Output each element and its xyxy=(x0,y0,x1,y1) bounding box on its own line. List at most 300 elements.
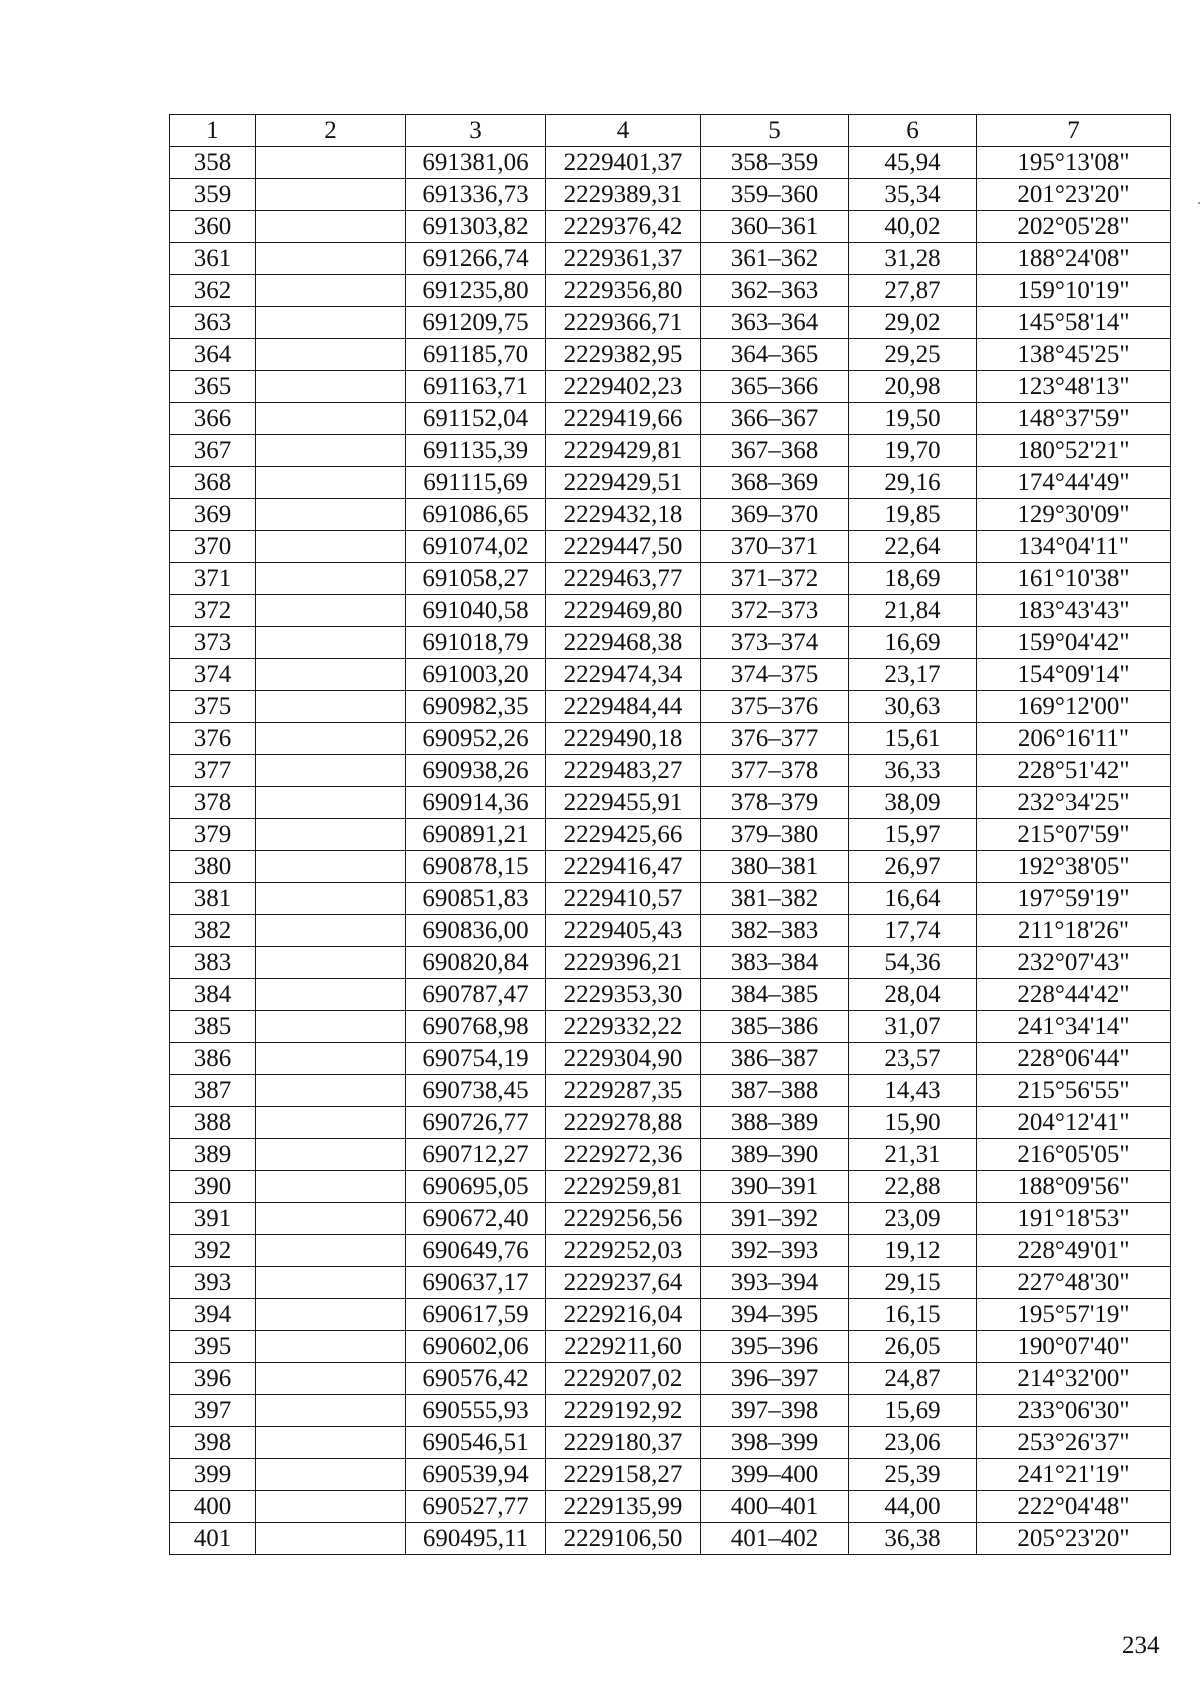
table-row xyxy=(170,1427,1171,1459)
cell-segment: 400–401 xyxy=(701,1491,849,1523)
cell-bearing: 195°13'08" xyxy=(977,147,1171,179)
cell-distance: 19,50 xyxy=(849,403,977,435)
cell-coordinate-x: 691303,82 xyxy=(406,211,546,243)
table-row xyxy=(170,1523,1171,1555)
cell-note xyxy=(256,755,406,787)
cell-point-number: 401 xyxy=(170,1523,256,1555)
cell-bearing: 129°30'09" xyxy=(977,499,1171,531)
cell-note xyxy=(256,1363,406,1395)
table-row xyxy=(170,1395,1171,1427)
table-row xyxy=(170,403,1171,435)
cell-distance: 24,87 xyxy=(849,1363,977,1395)
cell-note xyxy=(256,723,406,755)
cell-coordinate-x: 690938,26 xyxy=(406,755,546,787)
cell-coordinate-y: 2229463,77 xyxy=(546,563,701,595)
cell-distance: 19,70 xyxy=(849,435,977,467)
cell-coordinate-y: 2229192,92 xyxy=(546,1395,701,1427)
table-row xyxy=(170,1203,1171,1235)
cell-coordinate-y: 2229353,30 xyxy=(546,979,701,1011)
cell-point-number: 362 xyxy=(170,275,256,307)
cell-distance: 21,31 xyxy=(849,1139,977,1171)
cell-point-number: 385 xyxy=(170,1011,256,1043)
cell-bearing: 214°32'00" xyxy=(977,1363,1171,1395)
cell-distance: 23,09 xyxy=(849,1203,977,1235)
cell-segment: 395–396 xyxy=(701,1331,849,1363)
cell-bearing: 145°58'14" xyxy=(977,307,1171,339)
cell-distance: 23,57 xyxy=(849,1043,977,1075)
cell-distance: 26,05 xyxy=(849,1331,977,1363)
cell-note xyxy=(256,563,406,595)
cell-coordinate-y: 2229425,66 xyxy=(546,819,701,851)
cell-note xyxy=(256,1075,406,1107)
cell-coordinate-x: 690952,26 xyxy=(406,723,546,755)
cell-bearing: 228°51'42" xyxy=(977,755,1171,787)
cell-point-number: 380 xyxy=(170,851,256,883)
cell-segment: 367–368 xyxy=(701,435,849,467)
cell-point-number: 383 xyxy=(170,947,256,979)
table-row xyxy=(170,787,1171,819)
cell-segment: 358–359 xyxy=(701,147,849,179)
cell-distance: 54,36 xyxy=(849,947,977,979)
cell-note xyxy=(256,787,406,819)
cell-bearing: 190°07'40" xyxy=(977,1331,1171,1363)
cell-segment: 390–391 xyxy=(701,1171,849,1203)
column-header-5: 5 xyxy=(701,115,849,147)
cell-point-number: 363 xyxy=(170,307,256,339)
cell-note xyxy=(256,499,406,531)
cell-coordinate-y: 2229405,43 xyxy=(546,915,701,947)
cell-coordinate-y: 2229429,81 xyxy=(546,435,701,467)
table-row xyxy=(170,627,1171,659)
cell-bearing: 227°48'30" xyxy=(977,1267,1171,1299)
cell-distance: 27,87 xyxy=(849,275,977,307)
column-header-2: 2 xyxy=(256,115,406,147)
cell-bearing: 192°38'05" xyxy=(977,851,1171,883)
cell-coordinate-x: 690637,17 xyxy=(406,1267,546,1299)
cell-coordinate-y: 2229447,50 xyxy=(546,531,701,563)
cell-coordinate-y: 2229429,51 xyxy=(546,467,701,499)
cell-point-number: 377 xyxy=(170,755,256,787)
cell-note xyxy=(256,435,406,467)
table-row xyxy=(170,851,1171,883)
cell-coordinate-y: 2229252,03 xyxy=(546,1235,701,1267)
cell-bearing: 228°06'44" xyxy=(977,1043,1171,1075)
cell-coordinate-x: 691209,75 xyxy=(406,307,546,339)
cell-distance: 18,69 xyxy=(849,563,977,595)
column-header-4: 4 xyxy=(546,115,701,147)
cell-bearing: 222°04'48" xyxy=(977,1491,1171,1523)
cell-distance: 44,00 xyxy=(849,1491,977,1523)
cell-coordinate-y: 2229469,80 xyxy=(546,595,701,627)
cell-point-number: 386 xyxy=(170,1043,256,1075)
cell-coordinate-y: 2229361,37 xyxy=(546,243,701,275)
column-header-6: 6 xyxy=(849,115,977,147)
cell-segment: 365–366 xyxy=(701,371,849,403)
cell-coordinate-x: 690495,11 xyxy=(406,1523,546,1555)
cell-bearing: 228°44'42" xyxy=(977,979,1171,1011)
cell-segment: 384–385 xyxy=(701,979,849,1011)
cell-coordinate-x: 690617,59 xyxy=(406,1299,546,1331)
cell-segment: 377–378 xyxy=(701,755,849,787)
cell-coordinate-x: 691381,06 xyxy=(406,147,546,179)
cell-coordinate-y: 2229455,91 xyxy=(546,787,701,819)
cell-note xyxy=(256,1331,406,1363)
cell-bearing: 154°09'14" xyxy=(977,659,1171,691)
cell-note xyxy=(256,211,406,243)
cell-coordinate-y: 2229416,47 xyxy=(546,851,701,883)
cell-coordinate-x: 691003,20 xyxy=(406,659,546,691)
cell-bearing: 191°18'53" xyxy=(977,1203,1171,1235)
page-number: 234 xyxy=(1122,1632,1160,1659)
table-row xyxy=(170,467,1171,499)
cell-bearing: 169°12'00" xyxy=(977,691,1171,723)
cell-note xyxy=(256,691,406,723)
cell-coordinate-x: 691040,58 xyxy=(406,595,546,627)
cell-bearing: 188°24'08" xyxy=(977,243,1171,275)
table-row xyxy=(170,371,1171,403)
table-row xyxy=(170,979,1171,1011)
table-row xyxy=(170,1363,1171,1395)
cell-bearing: 241°21'19" xyxy=(977,1459,1171,1491)
cell-segment: 385–386 xyxy=(701,1011,849,1043)
table-header-row xyxy=(170,115,1171,147)
table-row xyxy=(170,1235,1171,1267)
table-row xyxy=(170,691,1171,723)
table-row xyxy=(170,307,1171,339)
table-row xyxy=(170,1043,1171,1075)
cell-coordinate-x: 691336,73 xyxy=(406,179,546,211)
cell-coordinate-y: 2229490,18 xyxy=(546,723,701,755)
cell-distance: 22,88 xyxy=(849,1171,977,1203)
cell-distance: 16,15 xyxy=(849,1299,977,1331)
cell-note xyxy=(256,371,406,403)
cell-coordinate-x: 690787,47 xyxy=(406,979,546,1011)
cell-note xyxy=(256,307,406,339)
table-row xyxy=(170,595,1171,627)
cell-coordinate-x: 690576,42 xyxy=(406,1363,546,1395)
cell-coordinate-x: 691163,71 xyxy=(406,371,546,403)
cell-coordinate-x: 691086,65 xyxy=(406,499,546,531)
cell-distance: 15,61 xyxy=(849,723,977,755)
cell-coordinate-x: 690820,84 xyxy=(406,947,546,979)
table-row xyxy=(170,1075,1171,1107)
cell-bearing: 188°09'56" xyxy=(977,1171,1171,1203)
cell-coordinate-x: 691266,74 xyxy=(406,243,546,275)
cell-segment: 380–381 xyxy=(701,851,849,883)
cell-point-number: 391 xyxy=(170,1203,256,1235)
table-row xyxy=(170,499,1171,531)
cell-segment: 369–370 xyxy=(701,499,849,531)
cell-distance: 45,94 xyxy=(849,147,977,179)
cell-coordinate-x: 690712,27 xyxy=(406,1139,546,1171)
cell-distance: 26,97 xyxy=(849,851,977,883)
cell-distance: 23,17 xyxy=(849,659,977,691)
cell-distance: 16,64 xyxy=(849,883,977,915)
cell-coordinate-x: 690555,93 xyxy=(406,1395,546,1427)
cell-bearing: 215°07'59" xyxy=(977,819,1171,851)
cell-segment: 401–402 xyxy=(701,1523,849,1555)
cell-distance: 23,06 xyxy=(849,1427,977,1459)
cell-coordinate-y: 2229432,18 xyxy=(546,499,701,531)
table-row xyxy=(170,1459,1171,1491)
cell-point-number: 387 xyxy=(170,1075,256,1107)
cell-point-number: 369 xyxy=(170,499,256,531)
cell-point-number: 367 xyxy=(170,435,256,467)
cell-segment: 373–374 xyxy=(701,627,849,659)
cell-note xyxy=(256,1299,406,1331)
cell-bearing: 123°48'13" xyxy=(977,371,1171,403)
table-row xyxy=(170,819,1171,851)
cell-coordinate-x: 690891,21 xyxy=(406,819,546,851)
cell-segment: 370–371 xyxy=(701,531,849,563)
cell-distance: 19,85 xyxy=(849,499,977,531)
cell-coordinate-x: 690602,06 xyxy=(406,1331,546,1363)
cell-coordinate-y: 2229401,37 xyxy=(546,147,701,179)
cell-segment: 368–369 xyxy=(701,467,849,499)
cell-coordinate-y: 2229474,34 xyxy=(546,659,701,691)
cell-coordinate-x: 691018,79 xyxy=(406,627,546,659)
cell-note xyxy=(256,403,406,435)
cell-note xyxy=(256,1171,406,1203)
cell-segment: 362–363 xyxy=(701,275,849,307)
cell-point-number: 388 xyxy=(170,1107,256,1139)
cell-distance: 36,33 xyxy=(849,755,977,787)
table-row xyxy=(170,1299,1171,1331)
cell-bearing: 211°18'26" xyxy=(977,915,1171,947)
cell-note xyxy=(256,659,406,691)
cell-segment: 383–384 xyxy=(701,947,849,979)
cell-note xyxy=(256,883,406,915)
cell-note xyxy=(256,147,406,179)
cell-bearing: 201°23'20" xyxy=(977,179,1171,211)
cell-bearing: 180°52'21" xyxy=(977,435,1171,467)
cell-point-number: 382 xyxy=(170,915,256,947)
cell-coordinate-x: 691058,27 xyxy=(406,563,546,595)
cell-coordinate-x: 690649,76 xyxy=(406,1235,546,1267)
cell-point-number: 390 xyxy=(170,1171,256,1203)
cell-distance: 35,34 xyxy=(849,179,977,211)
cell-segment: 372–373 xyxy=(701,595,849,627)
cell-coordinate-y: 2229106,50 xyxy=(546,1523,701,1555)
cell-note xyxy=(256,179,406,211)
cell-bearing: 216°05'05" xyxy=(977,1139,1171,1171)
cell-coordinate-y: 2229396,21 xyxy=(546,947,701,979)
cell-coordinate-x: 691115,69 xyxy=(406,467,546,499)
cell-point-number: 364 xyxy=(170,339,256,371)
cell-coordinate-y: 2229256,56 xyxy=(546,1203,701,1235)
cell-bearing: 183°43'43" xyxy=(977,595,1171,627)
cell-coordinate-y: 2229356,80 xyxy=(546,275,701,307)
cell-point-number: 378 xyxy=(170,787,256,819)
cell-bearing: 241°34'14" xyxy=(977,1011,1171,1043)
cell-bearing: 134°04'11" xyxy=(977,531,1171,563)
cell-coordinate-y: 2229211,60 xyxy=(546,1331,701,1363)
cell-coordinate-x: 690539,94 xyxy=(406,1459,546,1491)
cell-distance: 15,69 xyxy=(849,1395,977,1427)
cell-coordinate-x: 690768,98 xyxy=(406,1011,546,1043)
cell-note xyxy=(256,275,406,307)
cell-distance: 30,63 xyxy=(849,691,977,723)
cell-coordinate-y: 2229389,31 xyxy=(546,179,701,211)
cell-bearing: 233°06'30" xyxy=(977,1395,1171,1427)
cell-segment: 379–380 xyxy=(701,819,849,851)
column-header-3: 3 xyxy=(406,115,546,147)
cell-bearing: 232°34'25" xyxy=(977,787,1171,819)
cell-distance: 20,98 xyxy=(849,371,977,403)
table-row xyxy=(170,1331,1171,1363)
cell-segment: 360–361 xyxy=(701,211,849,243)
cell-note xyxy=(256,339,406,371)
cell-coordinate-x: 690738,45 xyxy=(406,1075,546,1107)
cell-segment: 361–362 xyxy=(701,243,849,275)
cell-point-number: 365 xyxy=(170,371,256,403)
cell-coordinate-x: 691185,70 xyxy=(406,339,546,371)
cell-note xyxy=(256,1523,406,1555)
cell-coordinate-x: 690672,40 xyxy=(406,1203,546,1235)
cell-coordinate-x: 691074,02 xyxy=(406,531,546,563)
cell-note xyxy=(256,627,406,659)
cell-segment: 382–383 xyxy=(701,915,849,947)
table-row xyxy=(170,1139,1171,1171)
cell-coordinate-x: 690878,15 xyxy=(406,851,546,883)
cell-point-number: 373 xyxy=(170,627,256,659)
table-row xyxy=(170,275,1171,307)
table-row xyxy=(170,435,1171,467)
cell-coordinate-y: 2229366,71 xyxy=(546,307,701,339)
cell-distance: 15,97 xyxy=(849,819,977,851)
cell-note xyxy=(256,1235,406,1267)
cell-bearing: 148°37'59" xyxy=(977,403,1171,435)
cell-note xyxy=(256,1043,406,1075)
cell-point-number: 394 xyxy=(170,1299,256,1331)
cell-bearing: 159°04'42" xyxy=(977,627,1171,659)
cell-segment: 381–382 xyxy=(701,883,849,915)
cell-note xyxy=(256,1491,406,1523)
cell-coordinate-x: 690726,77 xyxy=(406,1107,546,1139)
cell-note xyxy=(256,1427,406,1459)
cell-point-number: 366 xyxy=(170,403,256,435)
cell-coordinate-x: 691135,39 xyxy=(406,435,546,467)
cell-note xyxy=(256,467,406,499)
cell-point-number: 359 xyxy=(170,179,256,211)
cell-distance: 28,04 xyxy=(849,979,977,1011)
cell-coordinate-y: 2229402,23 xyxy=(546,371,701,403)
table-row xyxy=(170,947,1171,979)
cell-coordinate-x: 690546,51 xyxy=(406,1427,546,1459)
cell-point-number: 393 xyxy=(170,1267,256,1299)
cell-distance: 22,64 xyxy=(849,531,977,563)
cell-note xyxy=(256,915,406,947)
cell-point-number: 392 xyxy=(170,1235,256,1267)
table-row xyxy=(170,915,1171,947)
cell-segment: 364–365 xyxy=(701,339,849,371)
cell-bearing: 174°44'49" xyxy=(977,467,1171,499)
cell-bearing: 202°05'28" xyxy=(977,211,1171,243)
cell-bearing: 197°59'19" xyxy=(977,883,1171,915)
cell-coordinate-y: 2229419,66 xyxy=(546,403,701,435)
coordinates-table xyxy=(169,114,1171,1555)
cell-note xyxy=(256,1139,406,1171)
cell-point-number: 379 xyxy=(170,819,256,851)
cell-bearing: 228°49'01" xyxy=(977,1235,1171,1267)
cell-point-number: 384 xyxy=(170,979,256,1011)
cell-segment: 397–398 xyxy=(701,1395,849,1427)
cell-bearing: 253°26'37" xyxy=(977,1427,1171,1459)
cell-distance: 15,90 xyxy=(849,1107,977,1139)
cell-coordinate-y: 2229207,02 xyxy=(546,1363,701,1395)
cell-segment: 366–367 xyxy=(701,403,849,435)
cell-coordinate-y: 2229278,88 xyxy=(546,1107,701,1139)
column-header-7: 7 xyxy=(977,115,1171,147)
table-row xyxy=(170,531,1171,563)
cell-distance: 31,07 xyxy=(849,1011,977,1043)
cell-coordinate-x: 690754,19 xyxy=(406,1043,546,1075)
cell-point-number: 371 xyxy=(170,563,256,595)
cell-coordinate-x: 691152,04 xyxy=(406,403,546,435)
table-row xyxy=(170,723,1171,755)
cell-bearing: 159°10'19" xyxy=(977,275,1171,307)
cell-bearing: 161°10'38" xyxy=(977,563,1171,595)
cell-coordinate-y: 2229287,35 xyxy=(546,1075,701,1107)
cell-coordinate-y: 2229484,44 xyxy=(546,691,701,723)
cell-point-number: 360 xyxy=(170,211,256,243)
cell-coordinate-y: 2229304,90 xyxy=(546,1043,701,1075)
cell-point-number: 370 xyxy=(170,531,256,563)
cell-note xyxy=(256,531,406,563)
column-header-1: 1 xyxy=(170,115,256,147)
table-row xyxy=(170,339,1171,371)
cell-point-number: 374 xyxy=(170,659,256,691)
cell-coordinate-y: 2229272,36 xyxy=(546,1139,701,1171)
cell-distance: 29,16 xyxy=(849,467,977,499)
cell-coordinate-y: 2229410,57 xyxy=(546,883,701,915)
cell-distance: 17,74 xyxy=(849,915,977,947)
cell-bearing: 204°12'41" xyxy=(977,1107,1171,1139)
cell-note xyxy=(256,1395,406,1427)
cell-note xyxy=(256,1203,406,1235)
cell-note xyxy=(256,1011,406,1043)
cell-coordinate-y: 2229468,38 xyxy=(546,627,701,659)
cell-point-number: 389 xyxy=(170,1139,256,1171)
cell-segment: 396–397 xyxy=(701,1363,849,1395)
cell-note xyxy=(256,595,406,627)
cell-point-number: 397 xyxy=(170,1395,256,1427)
cell-coordinate-y: 2229382,95 xyxy=(546,339,701,371)
cell-distance: 29,25 xyxy=(849,339,977,371)
cell-note xyxy=(256,243,406,275)
cell-segment: 393–394 xyxy=(701,1267,849,1299)
cell-note xyxy=(256,1459,406,1491)
cell-distance: 14,43 xyxy=(849,1075,977,1107)
cell-note xyxy=(256,1267,406,1299)
cell-bearing: 138°45'25" xyxy=(977,339,1171,371)
cell-bearing: 215°56'55" xyxy=(977,1075,1171,1107)
table-row xyxy=(170,211,1171,243)
table-row xyxy=(170,563,1171,595)
table-row xyxy=(170,883,1171,915)
cell-point-number: 376 xyxy=(170,723,256,755)
cell-segment: 394–395 xyxy=(701,1299,849,1331)
table-row xyxy=(170,243,1171,275)
cell-segment: 391–392 xyxy=(701,1203,849,1235)
cell-coordinate-x: 690914,36 xyxy=(406,787,546,819)
table-row xyxy=(170,659,1171,691)
cell-coordinate-x: 690982,35 xyxy=(406,691,546,723)
table-row xyxy=(170,1107,1171,1139)
cell-distance: 40,02 xyxy=(849,211,977,243)
cell-point-number: 368 xyxy=(170,467,256,499)
cell-coordinate-x: 690851,83 xyxy=(406,883,546,915)
